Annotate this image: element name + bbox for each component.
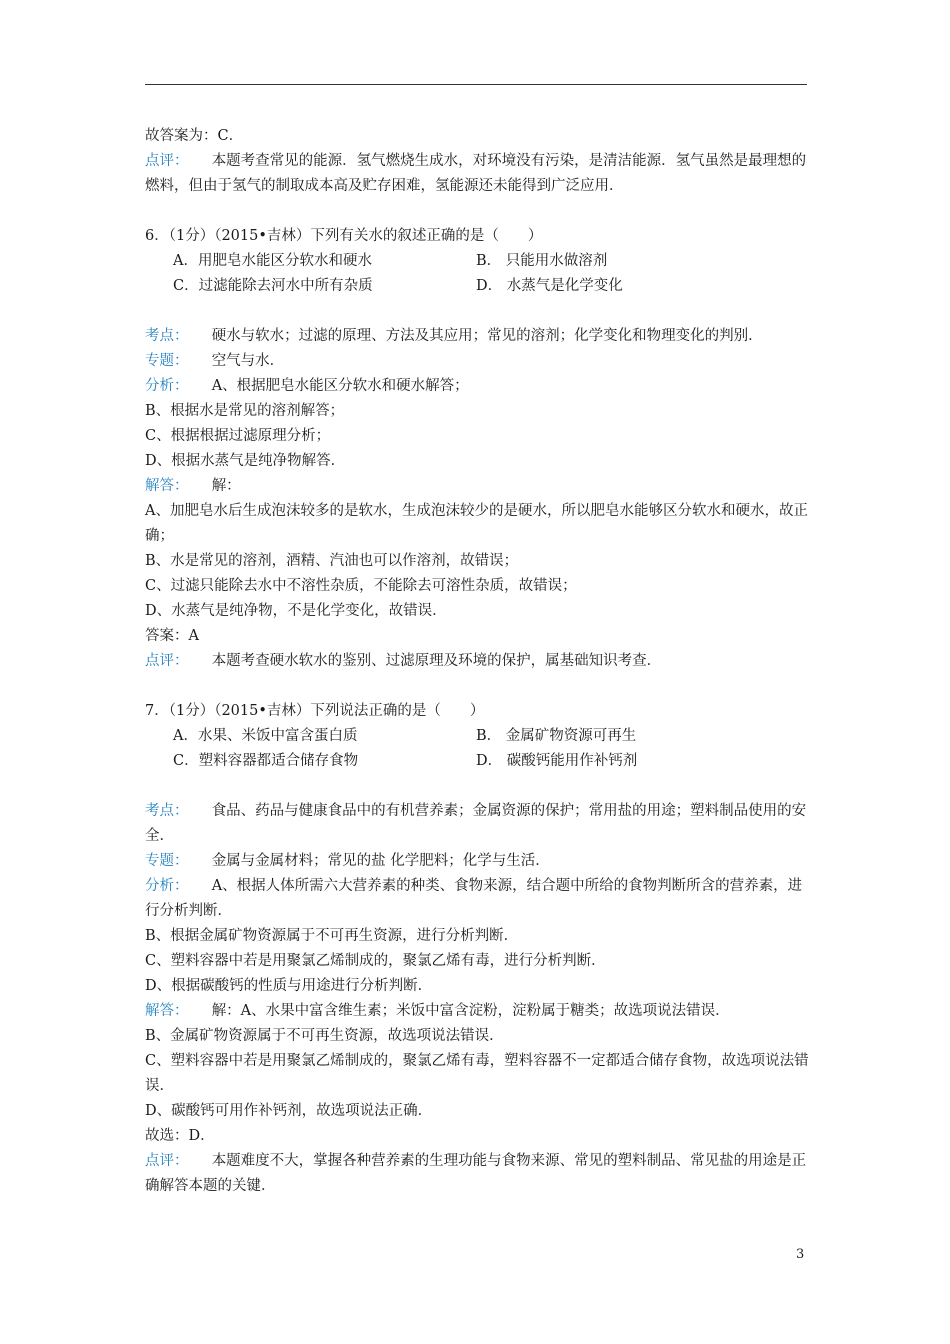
- q7-jieda: 解答： 解：A、水果中富含维生素；米饭中富含淀粉，淀粉属于糖类；故选项说法错误．: [145, 1003, 730, 1019]
- q6-option-d: D． 水蒸气是化学变化: [476, 278, 623, 294]
- q6-options-row1: [145, 249, 810, 274]
- q6-jieda: 解答： 解：: [145, 478, 241, 494]
- q7-kaodian: 考点： 食品、药品与健康食品中的有机营养素；金属资源的保护；常用盐的用途；塑料制品使用的安全．: [145, 803, 807, 844]
- q7-option-b: B． 金属矿物资源可再生: [476, 728, 637, 744]
- q6-fenxi: 分析： A、根据肥皂水能区分软水和硬水解答；: [145, 378, 469, 394]
- q6-jieda-b: B、水是常见的溶剂，酒精、汽油也可以作溶剂，故错误；: [145, 553, 519, 569]
- q6-jieda-d: D、水蒸气是纯净物，不是化学变化，故错误．: [145, 603, 447, 619]
- page-number: 3: [796, 1247, 805, 1262]
- q7-dianping: 点评： 本题难度不大，掌握各种营养素的生理功能与食物来源、常见的塑料制品、常见盐的用途是正确解答本题的关键．: [145, 1153, 807, 1194]
- q6-fenxi-c: C、根据根据过滤原理分析；: [145, 428, 331, 444]
- q6-jieda-a: A、加肥皂水后生成泡沫较多的是软水，生成泡沫较少的是硬水，所以肥皂水能够区分软水和硬水，故正确；: [145, 503, 808, 544]
- q7-fenxi-d: D、根据碳酸钙的性质与用途进行分析判断．: [145, 978, 433, 994]
- q7-jieda-c: C、塑料容器中若是用聚氯乙烯制成的，聚氯乙烯有毒，塑料容器不一定都适合储存食物，故选项说法错误．: [145, 1053, 809, 1094]
- q7-fenxi-b: B、根据金属矿物资源属于不可再生资源，进行分析判断．: [145, 928, 519, 944]
- q7-fenxi-c: C、塑料容器中若是用聚氯乙烯制成的，聚氯乙烯有毒，进行分析判断．: [145, 953, 606, 969]
- q7-option-d: D． 碳酸钙能用作补钙剂: [476, 753, 638, 769]
- q7-option-a: A．水果、米饭中富含蛋白质: [173, 728, 358, 744]
- q7-jieda-b: B、金属矿物资源属于不可再生资源，故选项说法错误．: [145, 1028, 504, 1044]
- q6-dianping: 点评： 本题考查硬水软水的鉴别、过滤原理及环境的保护，属基础知识考查．: [145, 653, 662, 669]
- header-rule: [145, 84, 807, 85]
- q7-stem: 7．（1分）（2015•吉林）下列说法正确的是（ ）: [145, 703, 485, 719]
- comment-label: 点评：: [145, 153, 189, 169]
- prev-comment: 点评： 本题考查常见的能源．氢气燃烧生成水，对环境没有污染，是清洁能源．氢气虽然是最理想的燃料，但由于氢气的制取成本高及贮存困难，氢能源还未能得到广泛应用．: [145, 153, 807, 194]
- q6-fenxi-b: B、根据水是常见的溶剂解答；: [145, 403, 345, 419]
- q6-kaodian: 考点： 硬水与软水；过滤的原理、方法及其应用；常见的溶剂；化学变化和物理变化的判别．: [145, 328, 763, 344]
- q7-jieda-d: D、碳酸钙可用作补钙剂，故选项说法正确．: [145, 1103, 433, 1119]
- q6-fenxi-d: D、根据水蒸气是纯净物解答．: [145, 453, 346, 469]
- q6-stem: 6．（1分）（2015•吉林）下列有关水的叙述正确的是（ ）: [145, 228, 543, 244]
- q6-options-row2: [145, 274, 810, 299]
- q6-jieda-c: C、过滤只能除去水中不溶性杂质，不能除去可溶性杂质，故错误；: [145, 578, 577, 594]
- q6-zhuanti: 专题： 空气与水．: [145, 353, 285, 369]
- q6-answer: 答案：A: [145, 628, 199, 644]
- q7-option-c: C．塑料容器都适合储存食物: [173, 753, 359, 769]
- q6-option-a: A．用肥皂水能区分软水和硬水: [173, 253, 372, 269]
- page-content: [145, 124, 810, 1199]
- q7-options-row1: [145, 724, 810, 749]
- prev-answer: 故答案为：C．: [145, 128, 244, 144]
- q6-option-b: B． 只能用水做溶剂: [476, 253, 608, 269]
- q7-answer: 故选：D．: [145, 1128, 215, 1144]
- q6-option-c: C．过滤能除去河水中所有杂质: [173, 278, 373, 294]
- q7-fenxi: 分析： A、根据人体所需六大营养素的种类、食物来源，结合题中所给的食物判断所含的营养素，进行分析判断．: [145, 878, 803, 919]
- q7-options-row2: [145, 749, 810, 774]
- q7-zhuanti: 专题： 金属与金属材料；常见的盐 化学肥料；化学与生活．: [145, 853, 550, 869]
